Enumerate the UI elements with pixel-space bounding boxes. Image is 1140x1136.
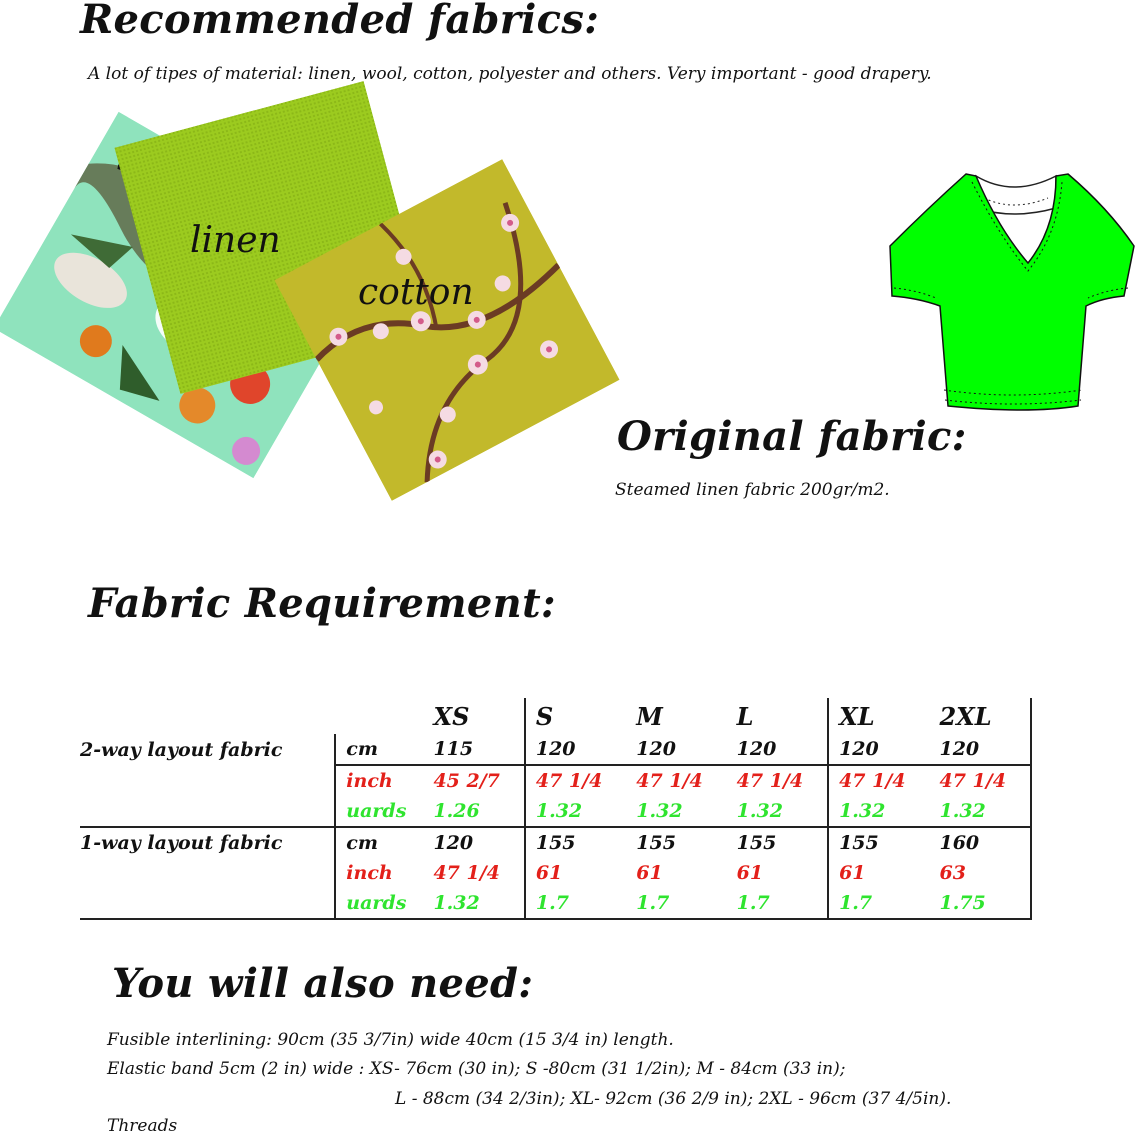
table-cell: 61 (636, 862, 663, 884)
table-cell: 45 2/7 (433, 770, 500, 792)
size-s: S (525, 698, 626, 734)
table-cell: 1.32 (929, 796, 1031, 827)
also-need-line: L - 88cm (34 2/3in); XL- 92cm (36 2/9 in); 2XL - 96cm (37 4/5in). (395, 1089, 952, 1109)
size-l: L (736, 701, 754, 731)
also-need-line: Elastic band 5cm (2 in) wide : XS- 76cm (30 in); S -80cm (31 1/2in); M - 84cm (33 in); (107, 1059, 846, 1079)
table-cell: 61 (828, 858, 929, 888)
table-cell: 155 (636, 832, 676, 854)
table-cell: 1.32 (423, 888, 524, 919)
size-m: M (636, 701, 663, 731)
table-cell: 115 (423, 734, 524, 765)
unit-label: inch (335, 858, 423, 888)
layout-name: 1-way layout fabric (80, 832, 283, 854)
also-need-line: Threads (107, 1116, 178, 1136)
table-cell: 120 (929, 734, 1031, 765)
garment-drawing (888, 168, 1138, 440)
original-fabric-note: Steamed linen fabric 200gr/m2. (615, 480, 890, 500)
table-cell: 120 (433, 832, 474, 854)
table-cell: 1.7 (828, 888, 929, 919)
unit-label: inch (335, 765, 423, 796)
table-cell: 160 (929, 827, 1031, 858)
table-row (80, 765, 1031, 796)
size-2xl: 2XL (929, 698, 1031, 734)
table-cell: 155 (736, 832, 777, 854)
table-row (80, 796, 1031, 827)
table-row (80, 888, 1031, 919)
table-row (80, 858, 1031, 888)
table-row (80, 734, 1031, 765)
table-cell: 47 1/4 (636, 770, 703, 792)
table-cell: 120 (727, 734, 828, 765)
unit-label: cm (335, 827, 423, 858)
size-xs: XS (433, 701, 470, 731)
table-cell: 1.75 (929, 888, 1031, 919)
table-cell: 1.7 (626, 888, 726, 919)
table-cell: 47 1/4 (828, 765, 929, 796)
also-need-line: Fusible interlining: 90cm (35 3/7in) wide 40cm (15 3/4 in) length. (107, 1030, 674, 1050)
fabric-requirement-title: Fabric Requirement: (88, 580, 556, 627)
table-cell: 1.7 (727, 888, 828, 919)
original-fabric-title: Original fabric: (617, 413, 967, 460)
table-cell: 47 1/4 (736, 770, 804, 792)
size-header-row (80, 698, 1031, 734)
table-cell: 1.32 (828, 796, 929, 827)
table-cell: 63 (929, 858, 1031, 888)
table-cell: 61 (736, 862, 764, 884)
top-garment-icon (888, 168, 1138, 440)
linen-label: linen (190, 220, 281, 261)
table-cell: 1.7 (525, 888, 626, 919)
table-cell: 120 (525, 734, 626, 765)
table-cell: 1.32 (727, 796, 828, 827)
table-cell: 1.32 (626, 796, 726, 827)
recommended-fabrics-title: Recommended fabrics: (80, 0, 600, 43)
table-cell: 1.32 (525, 796, 626, 827)
unit-label: cm (335, 734, 423, 765)
table-cell: 1.26 (423, 796, 524, 827)
table-cell: 47 1/4 (929, 765, 1031, 796)
table-row (80, 827, 1031, 858)
unit-label: uards (335, 796, 423, 827)
fabric-requirement-table (80, 698, 1032, 920)
layout-name: 2-way layout fabric (80, 738, 283, 761)
cotton-label: cotton (358, 272, 474, 313)
table-cell: 120 (626, 734, 726, 765)
table-cell: 120 (828, 734, 929, 765)
table-cell: 155 (525, 827, 626, 858)
unit-label: uards (335, 888, 423, 919)
table-cell: 61 (525, 858, 626, 888)
also-need-title: You will also need: (112, 960, 534, 1007)
table-cell: 47 1/4 (433, 862, 500, 884)
recommended-fabrics-note: A lot of tipes of material: linen, wool, cotton, polyester and others. Very important - good drapery. (88, 64, 932, 84)
table-cell: 47 1/4 (525, 765, 626, 796)
size-xl: XL (828, 698, 929, 734)
table-cell: 155 (828, 827, 929, 858)
